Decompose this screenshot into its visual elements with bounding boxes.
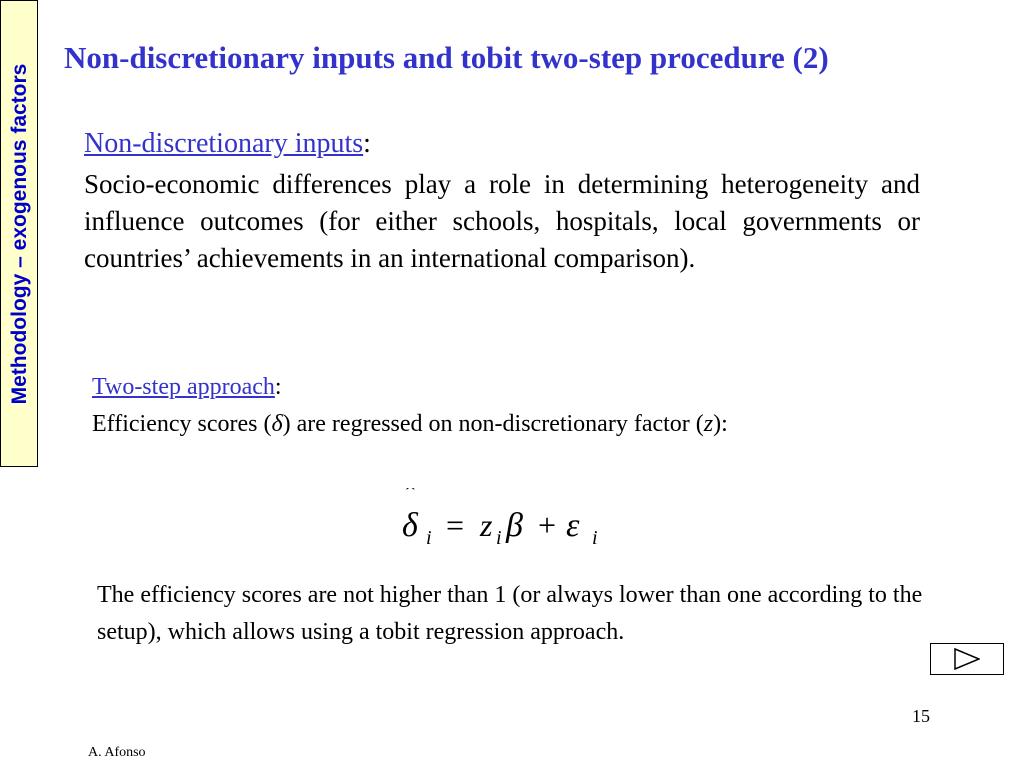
heading-colon: : xyxy=(274,374,282,400)
non-discretionary-inputs-link[interactable]: Non-discretionary inputs xyxy=(84,128,364,159)
next-slide-button[interactable] xyxy=(930,643,1004,675)
subscript-i: i xyxy=(426,527,432,549)
author-name: A. Afonso xyxy=(88,745,146,760)
tobit-paragraph: The efficiency scores are not higher than 1 (or always lower than one according to the setup), which allows using a tobit regression approach. xyxy=(97,582,923,645)
hat-symbol: ˆ xyxy=(406,488,415,510)
z-symbol: z xyxy=(703,411,714,437)
two-step-section xyxy=(92,369,932,443)
slide-title: Non-discretionary inputs and tobit two-step procedure (2) xyxy=(64,40,829,75)
text-part: ): xyxy=(713,411,728,437)
formula-svg xyxy=(400,488,620,558)
delta-symbol: δ xyxy=(271,411,283,437)
play-icon xyxy=(954,648,980,670)
epsilon-symbol: ε xyxy=(566,507,580,544)
section-heading xyxy=(84,126,920,162)
regression-formula xyxy=(400,488,620,558)
plus-sign: + xyxy=(538,507,557,543)
sidebar-banner xyxy=(0,0,38,467)
subscript-i: i xyxy=(496,527,502,549)
sidebar-label: Methodology – exogenous factors xyxy=(8,63,31,405)
text-part: Efficiency scores ( xyxy=(92,411,272,437)
slide-number: 15 xyxy=(912,706,930,726)
non-discretionary-section xyxy=(84,126,920,277)
text-part: ) are regressed on non-discretionary factor ( xyxy=(282,411,704,437)
subscript-i: i xyxy=(592,527,598,549)
efficiency-scores-line xyxy=(92,406,932,443)
socio-economic-paragraph: Socio-economic differences play a role in determining heterogeneity and influence outcomes (for either schools, hospitals, local governments or countries’ achievements in an international comparison). xyxy=(84,169,920,273)
delta-hat-symbol: δ xyxy=(402,507,418,544)
equals-sign: = xyxy=(446,507,465,543)
beta-symbol: β xyxy=(506,507,523,544)
two-step-approach-link[interactable]: Two-step approach xyxy=(92,374,275,400)
heading-colon: : xyxy=(363,128,371,159)
section-heading xyxy=(92,369,932,406)
z-variable: z xyxy=(480,507,493,543)
